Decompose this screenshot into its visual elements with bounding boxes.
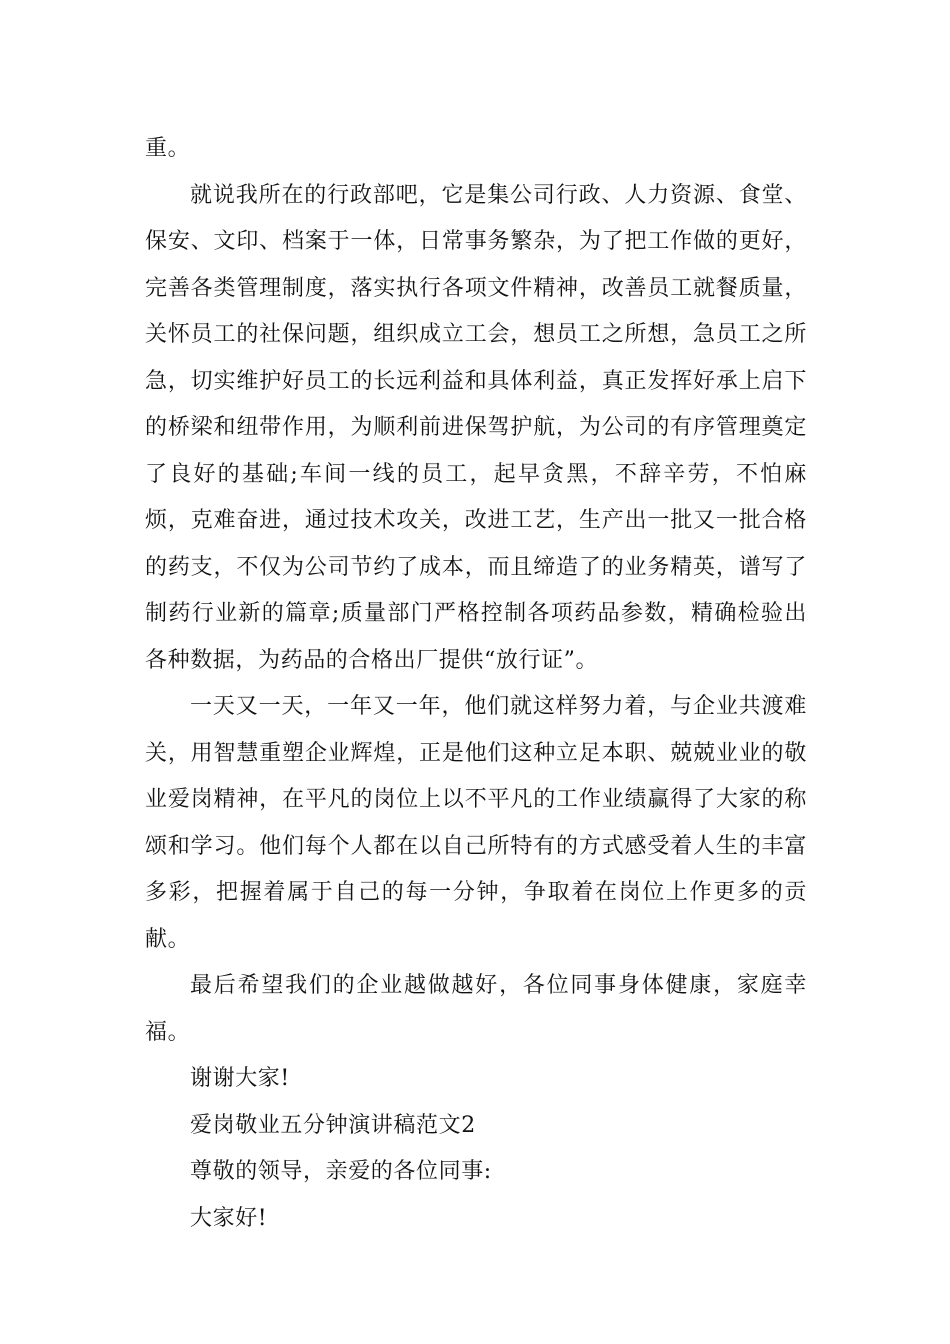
document-body — [145, 126, 807, 1242]
paragraph-admin-department: 就说我所在的行政部吧，它是集公司行政、人力资源、食堂、保安、文印、档案于一体，日常事务繁杂，为了把工作做的更好，完善各类管理制度，落实执行各项文件精神，改善员工就餐质量，关怀员工的社保问题，组织成立工会，想员工之所想，急员工之所急，切实维护好员工的长远利益和具体利益，真正发挥好承上启下的桥梁和纽带作用，为顺利前进保驾护航，为公司的有序管理奠定了良好的基础;车间一线的员工，起早贪黑，不辞辛劳，不怕麻烦，克难奋进，通过技术攻关，改进工艺，生产出一批又一批合格的药支，不仅为公司节约了成本，而且缔造了的业务精英，谱写了制药行业新的篇章;质量部门严格控制各项药品参数，精确检验出各种数据，为药品的合格出厂提供“放行证”。 — [145, 182, 807, 673]
paragraph-day-after-day: 一天又一天，一年又一年，他们就这样努力着，与企业共渡难关，用智慧重塑企业辉煌，正是他们这种立足本职、兢兢业业的敬业爱岗精神，在平凡的岗位上以不平凡的工作业绩赢得了大家的称颂和学习。他们每个人都在以自己所特有的方式感受着人生的丰富多彩，把握着属于自己的每一分钟，争取着在岗位上作更多的贡献。 — [145, 694, 807, 952]
paragraph-thanks: 谢谢大家! — [190, 1066, 290, 1091]
paragraph-greeting: 大家好! — [190, 1205, 268, 1231]
paragraph-salutation: 尊敬的领导，亲爱的各位同事: — [190, 1159, 492, 1184]
paragraph-closing-wish: 最后希望我们的企业越做越好，各位同事身体健康，家庭幸福。 — [145, 973, 807, 1045]
section-heading: 爱岗敬业五分钟演讲稿范文2 — [190, 1112, 476, 1138]
paragraph-continuation: 重。 — [145, 136, 191, 161]
